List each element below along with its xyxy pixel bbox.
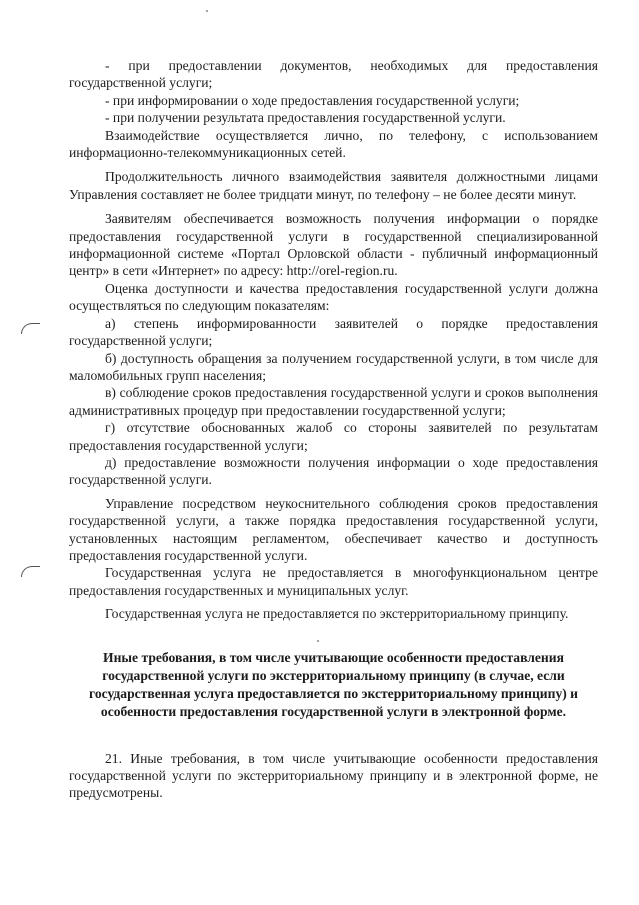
list-item: в) соблюдение сроков предоставления государственной услуги и сроков выполнения административных процедур при предоставлении государственной услуги; xyxy=(69,385,598,418)
binder-hole-mark xyxy=(21,566,40,577)
list-item: а) степень информированности заявителей о порядке предоставления государственной услуги; xyxy=(69,315,598,349)
paragraph: Государственная услуга не предоставляется в многофункциональном центре предоставления государственных и муниципальных услуг. xyxy=(69,565,598,598)
paragraph: Государственная услуга не предоставляется по экстерриториальному принципу. xyxy=(105,606,569,622)
list-item: б) доступность обращения за получением государственной услуги, в том числе для маломобильных групп населения; xyxy=(69,350,598,383)
list-item: д) предоставление возможности получения информации о ходе предоставления государственной услуги. xyxy=(69,454,598,488)
paragraph: Управление посредством неукоснительного соблюдения сроков предоставления государственной услуги, а также порядка предоставления государственной услуги, установленных настоящим регламентом, обеспечивает качество и доступность предоставления государственной услуги. xyxy=(69,495,598,563)
paragraph: 21. Иные требования, в том числе учитывающие особенности предоставления государственной услуги по экстерриториальному принципу и в электронной форме, не предусмотрены. xyxy=(69,750,598,801)
paragraph: Взаимодействие осуществляется лично, по телефону, с использованием информационно-телекоммуникационных сетей. xyxy=(69,127,598,161)
paragraph: Продолжительность личного взаимодействия заявителя должностными лицами Управления составляет не более тридцати минут, по телефону – не более десяти минут. xyxy=(69,169,598,202)
paragraph: Оценка доступности и качества предоставления государственной услуги должна осуществляться по следующим показателям: xyxy=(69,280,598,314)
binder-hole-mark xyxy=(21,323,40,334)
paragraph: - при предоставлении документов, необходимых для предоставления государственной услуги; xyxy=(69,58,598,91)
paragraph: Заявителям обеспечивается возможность получения информации о порядке предоставления государственной услуги в государственной специализированной информационной системе «Портал Орловской области - публичный информационный центр» в сети «Интернет» по адресу: http://orel-region.ru. xyxy=(69,211,598,279)
scan-speck xyxy=(206,10,208,12)
document-body xyxy=(69,57,598,802)
list-item: г) отсутствие обоснованных жалоб со стороны заявителей по результатам предоставления государственной услуги; xyxy=(69,420,598,453)
section-heading: Иные требования, в том числе учитывающие особенности предоставления государственной услуги по экстерриториальному принципу (в случае, если государственная услуга предоставляется по экстерриториальному принципу) и особенности предоставления государственной услуги в электронной форме. xyxy=(88,649,578,719)
paragraph: - при информировании о ходе предоставления государственной услуги; xyxy=(105,92,520,108)
paragraph: - при получении результата предоставления государственной услуги. xyxy=(105,110,506,126)
